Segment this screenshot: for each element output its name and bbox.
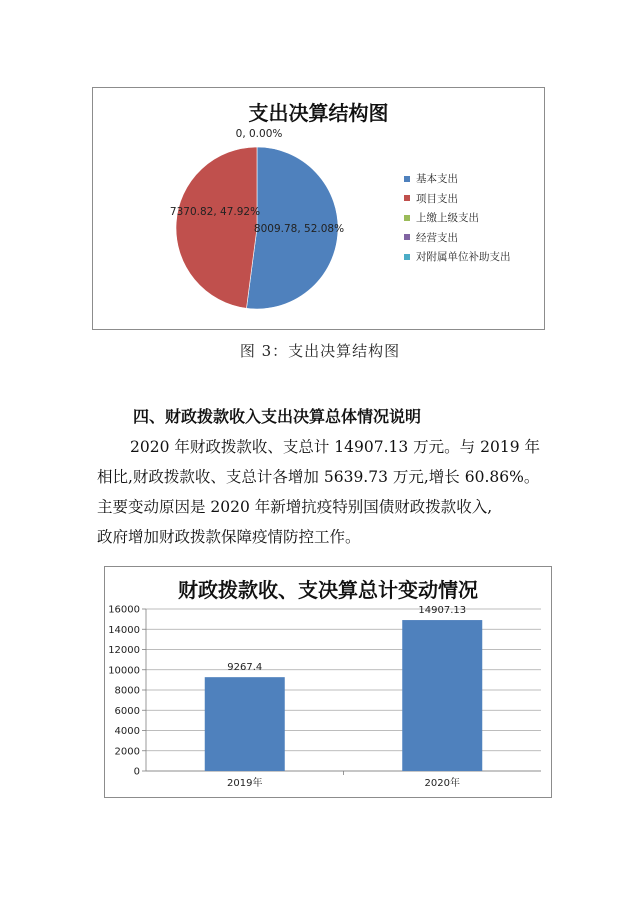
x-tick-label: 2019年 bbox=[227, 778, 263, 789]
bar-2019年 bbox=[205, 677, 285, 771]
legend-label: 上缴上级支出 bbox=[416, 212, 479, 225]
legend-swatch-teal bbox=[404, 254, 410, 260]
bar-chart-svg bbox=[105, 567, 551, 797]
y-tick-label: 8000 bbox=[114, 685, 140, 697]
bar-chart-title: 财政拨款收、支决算总计变动情况 bbox=[178, 578, 478, 602]
y-tick-label: 14000 bbox=[108, 624, 140, 636]
legend-item-remit bbox=[404, 208, 511, 228]
pie-chart-title: 支出决算结构图 bbox=[248, 101, 389, 125]
y-tick-label: 16000 bbox=[108, 604, 140, 616]
y-tick-label: 6000 bbox=[114, 705, 140, 717]
legend-swatch-blue bbox=[404, 176, 410, 182]
legend-swatch-green bbox=[404, 215, 410, 221]
legend-swatch-purple bbox=[404, 234, 410, 240]
legend-item-subsidy bbox=[404, 247, 511, 267]
legend-item-operating bbox=[404, 228, 511, 248]
y-tick-label: 10000 bbox=[108, 665, 140, 677]
y-tick-label: 12000 bbox=[108, 645, 140, 656]
pie-legend bbox=[404, 169, 511, 267]
paragraph-line: 2020 年财政拨款收、支总计 14907.13 万元。与 2019 年 bbox=[130, 438, 540, 456]
legend-label: 对附属单位补助支出 bbox=[416, 251, 511, 264]
paragraph bbox=[97, 432, 550, 552]
legend-item-basic bbox=[404, 169, 511, 189]
y-tick-label: 0 bbox=[133, 766, 140, 778]
legend-label: 基本支出 bbox=[416, 173, 458, 186]
legend-swatch-red bbox=[404, 195, 410, 201]
bar-chart-container bbox=[104, 566, 552, 798]
pie-slice-1 bbox=[176, 147, 257, 308]
bar-value-label: 14907.13 bbox=[418, 605, 467, 617]
pie-chart-container bbox=[92, 87, 545, 330]
paragraph-line: 相比,财政拨款收、支总计各增加 5639.73 万元,增长 60.86%。 bbox=[97, 468, 540, 486]
legend-label: 项目支出 bbox=[416, 192, 458, 205]
legend-label: 经营支出 bbox=[416, 231, 458, 244]
pie-label-basic: 8009.78, 52.08% bbox=[253, 223, 345, 235]
x-tick-label: 2020年 bbox=[424, 778, 460, 789]
y-tick-label: 4000 bbox=[114, 726, 140, 737]
pie-zero-label: 0, 0.00% bbox=[235, 128, 283, 140]
bar-2020年 bbox=[402, 620, 482, 771]
paragraph-line: 主要变动原因是 2020 年新增抗疫特别国债财政拨款收入, bbox=[97, 498, 493, 516]
legend-item-project bbox=[404, 189, 511, 209]
paragraph-line: 政府增加财政拨款保障疫情防控工作。 bbox=[97, 528, 361, 546]
y-tick-label: 2000 bbox=[114, 746, 140, 758]
figure-caption: 图 3：支出决算结构图 bbox=[239, 342, 401, 360]
bar-value-label: 9267.4 bbox=[227, 662, 263, 674]
section-heading: 四、财政拨款收入支出决算总体情况说明 bbox=[133, 407, 422, 426]
pie-label-project: 7370.82, 47.92% bbox=[169, 206, 261, 218]
